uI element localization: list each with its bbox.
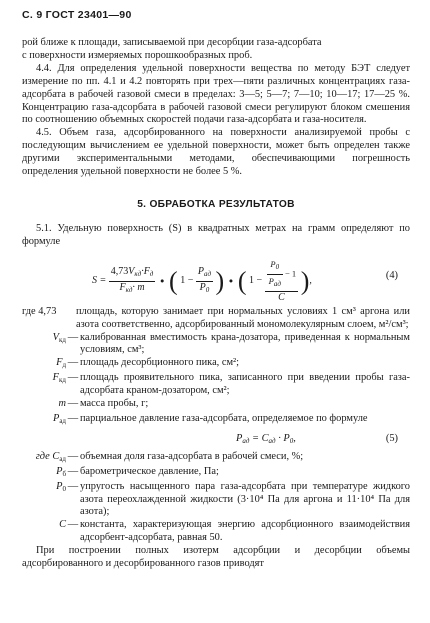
definitions-list-2	[22, 451, 410, 545]
formula-4: S = $\frac{4,73V_{кд}\cdot F_д}{F_{кд}\cdot m}$ · ( 1 − $\frac{P_{ад}}{P_0}$ ) · ( 1 − $\frac{P_0}{P_{ад}}$ − 1 C ), (4)	[92, 258, 398, 303]
formula-5: $P_{ад} = C_{ад} \cdot P_0$, (5)	[236, 432, 398, 445]
closing-paragraph: При построении полных изотерм адсорбции и десорбции объемы адсорбированного и десорбированного газов приводят	[22, 545, 410, 570]
definition-row: $V_{кд}$ — калиброванная вместимость крана-дозатора, приведенная к нормальным условиям, см³;	[52, 331, 410, 356]
definition-row: $P_0$ — упругость насыщенного пара газа-адсорбата при температуре жидкого азота переохлажденной жидкости (3·10⁴ Па для аргона и 11·10⁴ Па для азота);	[56, 480, 410, 518]
formula-inner-fraction: $\frac{P_0}{P_{ад}}$ − 1 C	[265, 258, 299, 305]
definitions-list	[22, 306, 410, 428]
definition-row: $P_{ад}$ — парциальное давление газа-адсорбата, определяемое по формуле	[52, 412, 368, 425]
page-header: С. 9 ГОСТ 23401—90	[22, 9, 132, 21]
definition-row: $F_д$ — площадь десорбционного пика, см²;	[56, 357, 240, 370]
intro-line-2: с поверхности измеряемых порошкообразных проб.	[22, 49, 253, 61]
definition-row: $P_б$ — барометрическое давление, Па;	[56, 465, 219, 478]
definition-row: C — константа, характеризующая энергию адсорбционного взаимодействия адсорбент-адсорбата, равная 50.	[59, 519, 410, 544]
definition-row: $F_{кд}$ — площадь проявительного пика, записанного при введении пробы газа-адсорбата краном-дозатором, см²;	[52, 372, 410, 397]
definition-row: где 4,73 площадь, которую занимает при нормальных условиях 1 см³ аргона или азота соответственно, адсорбированный мономолекулярным слоем, м²/см³;	[22, 305, 410, 330]
formula-lhs: S =	[92, 274, 107, 286]
equation-number-4: (4)	[385, 269, 398, 281]
section-title: 5. ОБРАБОТКА РЕЗУЛЬТАТОВ	[137, 198, 295, 210]
formula-main-fraction: $\frac{4,73V_{кд}\cdot F_д}{F_{кд}\cdot m}$	[110, 265, 154, 294]
formula-pressure-ratio: $\frac{P_{ад}}{P_0}$	[197, 265, 211, 294]
definition-row: m — масса пробы, г;	[58, 398, 149, 410]
definition-row: где $C_{ад}$ — объемная доля газа-адсорбата в рабочей смеси, %;	[35, 450, 304, 463]
paragraph-4-5: 4.5. Объем газа, адсорбированного на поверхности анализируемой пробы с последующим вычислением ее удельной поверхности, может быть определен также другими экспериментальными методами, обеспечивающими погрешность определения удельной поверхности не более 5 %.	[22, 127, 410, 178]
equation-number-5: (5)	[385, 432, 398, 444]
intro-line-1: рой ближе к площади, записываемой при десорбции газа-адсорбата	[22, 37, 322, 48]
paragraph-4-4: 4.4. Для определения удельной поверхности вещества по методу БЭТ следует измерение по пп. 4.1 и 4.2 повторять при трех—пяти различных концентрациях газа-адсорбата в рабочей газовой смеси в пределах: 3—5; 5—7; 7—10; 10—17; 17—25 %. Концентрацию газа-адсорбата в рабочей газовой смеси регулируют блоком смешения по соотношению объемных скоростей подачи газа-адсорбата и газа-носителя.	[22, 62, 410, 126]
document-body	[22, 37, 410, 571]
paragraph-5-1: 5.1. Удельную поверхность (S) в квадратных метрах на грамм определяют по формуле	[22, 222, 410, 247]
